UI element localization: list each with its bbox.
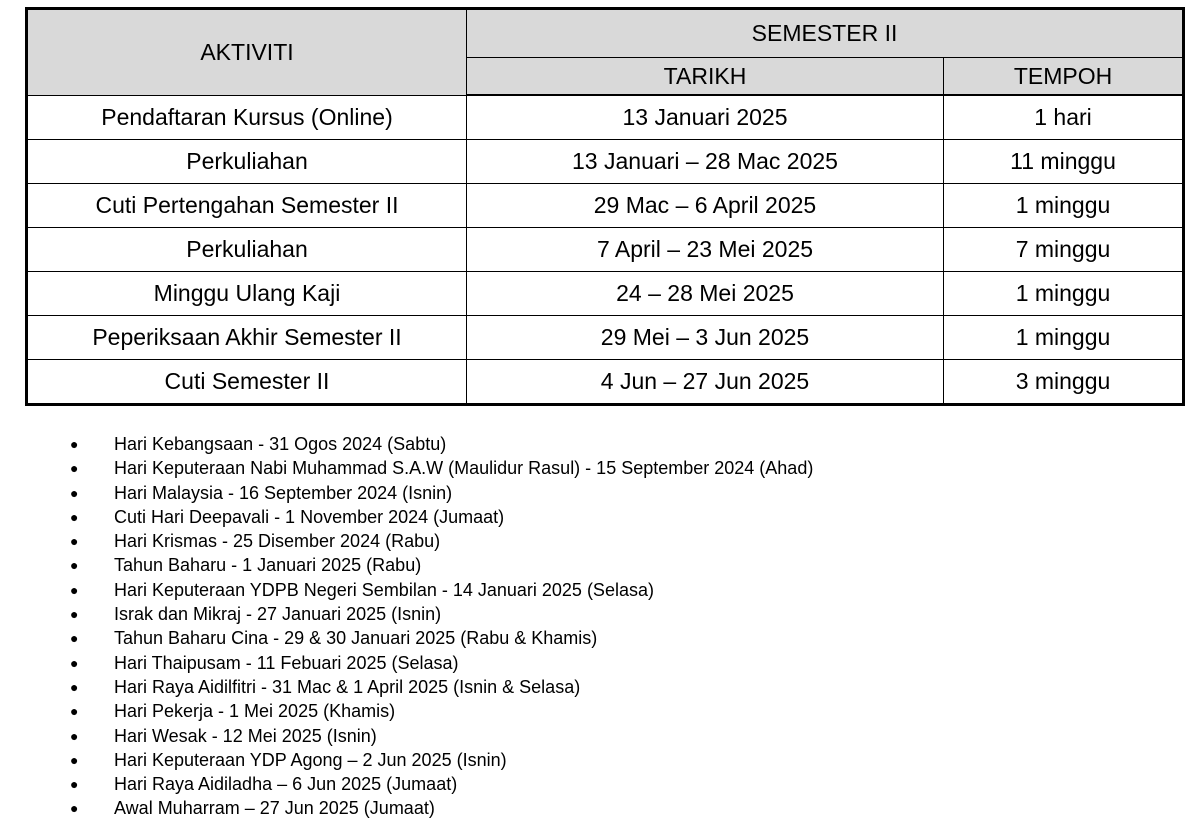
duration-cell: 7 minggu [944, 228, 1184, 272]
bullet-icon: ● [70, 776, 79, 793]
duration-cell: 1 minggu [944, 316, 1184, 360]
bullet-icon: ● [70, 557, 79, 574]
bullet-icon: ● [70, 484, 79, 501]
table-body [27, 95, 1184, 405]
list-item [0, 456, 813, 480]
table-row [27, 228, 1184, 272]
holiday-text: Hari Krismas - 25 Disember 2024 (Rabu) [114, 531, 441, 552]
holiday-text: Tahun Baharu Cina - 29 & 30 Januari 2025 (Rabu & Khamis) [114, 628, 598, 649]
holiday-text: Israk dan Mikraj - 27 Januari 2025 (Isnin) [114, 604, 442, 625]
date-cell: 4 Jun – 27 Jun 2025 [467, 360, 944, 405]
list-item [0, 481, 813, 505]
bullet-icon: ● [70, 654, 79, 671]
bullet-icon: ● [70, 533, 79, 550]
list-item [0, 651, 813, 675]
list-item [0, 432, 813, 456]
date-cell: 29 Mei – 3 Jun 2025 [467, 316, 944, 360]
table-row [27, 184, 1184, 228]
holiday-text: Hari Keputeraan YDPB Negeri Sembilan - 14 Januari 2025 (Selasa) [114, 579, 654, 600]
holiday-text: Hari Kebangsaan - 31 Ogos 2024 (Sabtu) [114, 434, 447, 454]
duration-cell: 1 minggu [944, 272, 1184, 316]
header-activity: AKTIVITI [27, 9, 467, 96]
bullet-icon: ● [70, 751, 79, 768]
activity-cell: Minggu Ulang Kaji [27, 272, 467, 316]
list-item [0, 505, 813, 529]
list-item [0, 748, 813, 772]
table-row [27, 360, 1184, 405]
activity-cell: Peperiksaan Akhir Semester II [27, 316, 467, 360]
holiday-text: Hari Raya Aidilfitri - 31 Mac & 1 April 2025 (Isnin & Selasa) [114, 676, 581, 697]
list-item [0, 699, 813, 723]
date-cell: 13 Januari 2025 [467, 95, 944, 140]
public-holiday-list [0, 432, 813, 821]
bullet-icon: ● [70, 606, 79, 623]
bullet-icon: ● [70, 678, 79, 695]
list-item [0, 772, 813, 796]
activity-cell: Pendaftaran Kursus (Online) [27, 95, 467, 140]
bullet-icon: ● [70, 460, 79, 477]
academic-calendar-table [25, 7, 1185, 406]
activity-cell: Perkuliahan [27, 140, 467, 184]
list-item [0, 553, 813, 577]
date-cell: 24 – 28 Mei 2025 [467, 272, 944, 316]
header-duration: TEMPOH [944, 58, 1184, 96]
activity-cell: Perkuliahan [27, 228, 467, 272]
holiday-text: Hari Thaipusam - 11 Febuari 2025 (Selasa) [114, 652, 459, 673]
date-cell: 13 Januari – 28 Mac 2025 [467, 140, 944, 184]
list-item [0, 626, 813, 650]
table-row [27, 95, 1184, 140]
holiday-text: Hari Malaysia - 16 September 2024 (Isnin) [114, 482, 453, 503]
header-date: TARIKH [467, 58, 944, 96]
table-row [27, 272, 1184, 316]
header-semester: SEMESTER II [467, 9, 1184, 58]
bullet-icon: ● [70, 703, 79, 720]
list-item [0, 578, 813, 602]
activity-cell: Cuti Pertengahan Semester II [27, 184, 467, 228]
bullet-icon: ● [70, 581, 79, 598]
holiday-text: Tahun Baharu - 1 Januari 2025 (Rabu) [114, 555, 422, 576]
list-item [0, 796, 813, 820]
date-cell: 7 April – 23 Mei 2025 [467, 228, 944, 272]
holiday-text: Hari Wesak - 12 Mei 2025 (Isnin) [114, 725, 377, 746]
duration-cell: 3 minggu [944, 360, 1184, 405]
bullet-icon: ● [70, 800, 79, 817]
list-item [0, 724, 813, 748]
list-item [0, 529, 813, 553]
bullet-icon: ● [70, 727, 79, 744]
holiday-text: Cuti Hari Deepavali - 1 November 2024 (Jumaat) [114, 506, 505, 527]
list-item [0, 602, 813, 626]
header-row [27, 9, 1184, 58]
list-item [0, 675, 813, 699]
duration-cell: 1 minggu [944, 184, 1184, 228]
holiday-text: Hari Keputeraan YDP Agong – 2 Jun 2025 (Isnin) [114, 749, 507, 770]
holiday-text: Hari Pekerja - 1 Mei 2025 (Khamis) [114, 701, 396, 722]
table-row [27, 140, 1184, 184]
date-cell: 29 Mac – 6 April 2025 [467, 184, 944, 228]
holiday-text: Hari Raya Aidiladha – 6 Jun 2025 (Jumaat) [114, 774, 458, 795]
bullet-icon: ● [70, 630, 79, 647]
table-row [27, 316, 1184, 360]
holiday-text: Hari Keputeraan Nabi Muhammad S.A.W (Maulidur Rasul) - 15 September 2024 (Ahad) [114, 458, 814, 479]
holiday-text: Awal Muharram – 27 Jun 2025 (Jumaat) [114, 798, 435, 819]
activity-cell: Cuti Semester II [27, 360, 467, 405]
bullet-icon: ● [70, 436, 79, 452]
bullet-icon: ● [70, 508, 79, 525]
duration-cell: 11 minggu [944, 140, 1184, 184]
duration-cell: 1 hari [944, 95, 1184, 140]
